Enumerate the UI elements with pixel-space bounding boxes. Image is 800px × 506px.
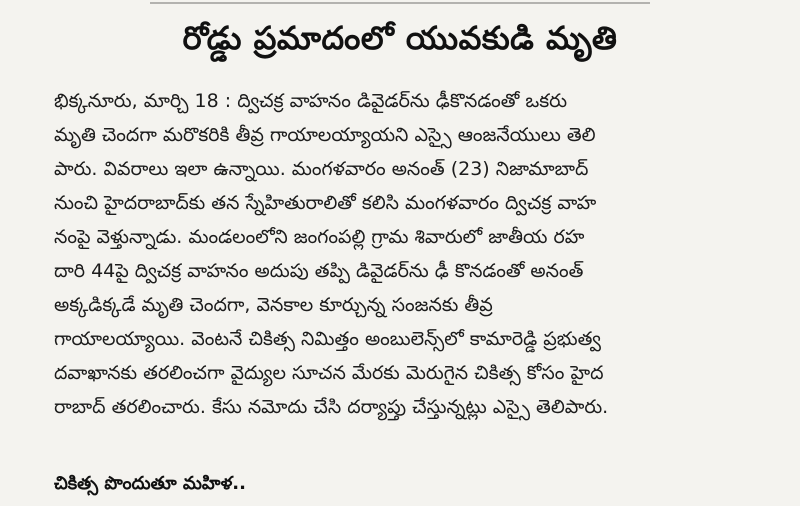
top-divider: [150, 2, 650, 7]
body-line: నంపై వెళ్తున్నాడు. మండలంలోని జంగంపల్లి గ్రామ శివారులో జాతీయ రహ: [54, 226, 585, 248]
body-line: రాబాద్ తరలించారు. కేసు నమోదు చేసి దర్యాప్తు చేస్తున్నట్లు ఎస్సై తెలిపారు.: [54, 396, 609, 418]
body-line: నుంచి హైదరాబాద్‌కు తన స్నేహితురాలితో కలిసి మంగళవారం ద్విచక్ర వాహ: [54, 192, 597, 214]
article-body: [54, 84, 760, 424]
body-line: భిక్కనూరు, మార్చి 18 : ద్విచక్ర వాహనం డివైడర్‌ను ఢీకొనడంతో ఒకరు: [54, 90, 568, 112]
body-line: దవాఖానకు తరలించగా వైద్యుల సూచన మేరకు మెరుగైన చికిత్స కోసం హైద: [54, 362, 604, 384]
body-line: గాయాలయ్యాయి. వెంటనే చికిత్స నిమిత్తం అంబులెన్స్‌లో కామారెడ్డి ప్రభుత్వ: [54, 328, 601, 350]
body-line: అక్కడిక్కడే మృతి చెందగా, వెనకాల కూర్చున్న సంజనకు తీవ్ర: [54, 294, 493, 316]
article-subheading: చికిత్స పొందుతూ మహిళ..: [54, 473, 246, 494]
body-line: పారు. వివరాలు ఇలా ఉన్నాయి. మంగళవారం అనంత్ (23) నిజామాబాద్: [54, 158, 589, 180]
body-line: దారి 44పై ద్విచక్ర వాహనం అదుపు తప్పి డివైడర్‌ను ఢీ కొనడంతో అనంత్: [54, 260, 584, 282]
body-line: మృతి చెందగా మరొకరికి తీవ్ర గాయాలయ్యాయని ఎస్సై ఆంజనేయులు తెలి: [54, 124, 596, 146]
article-headline: రోడ్డు ప్రమాదంలో యువకుడి మృతి: [182, 19, 618, 57]
